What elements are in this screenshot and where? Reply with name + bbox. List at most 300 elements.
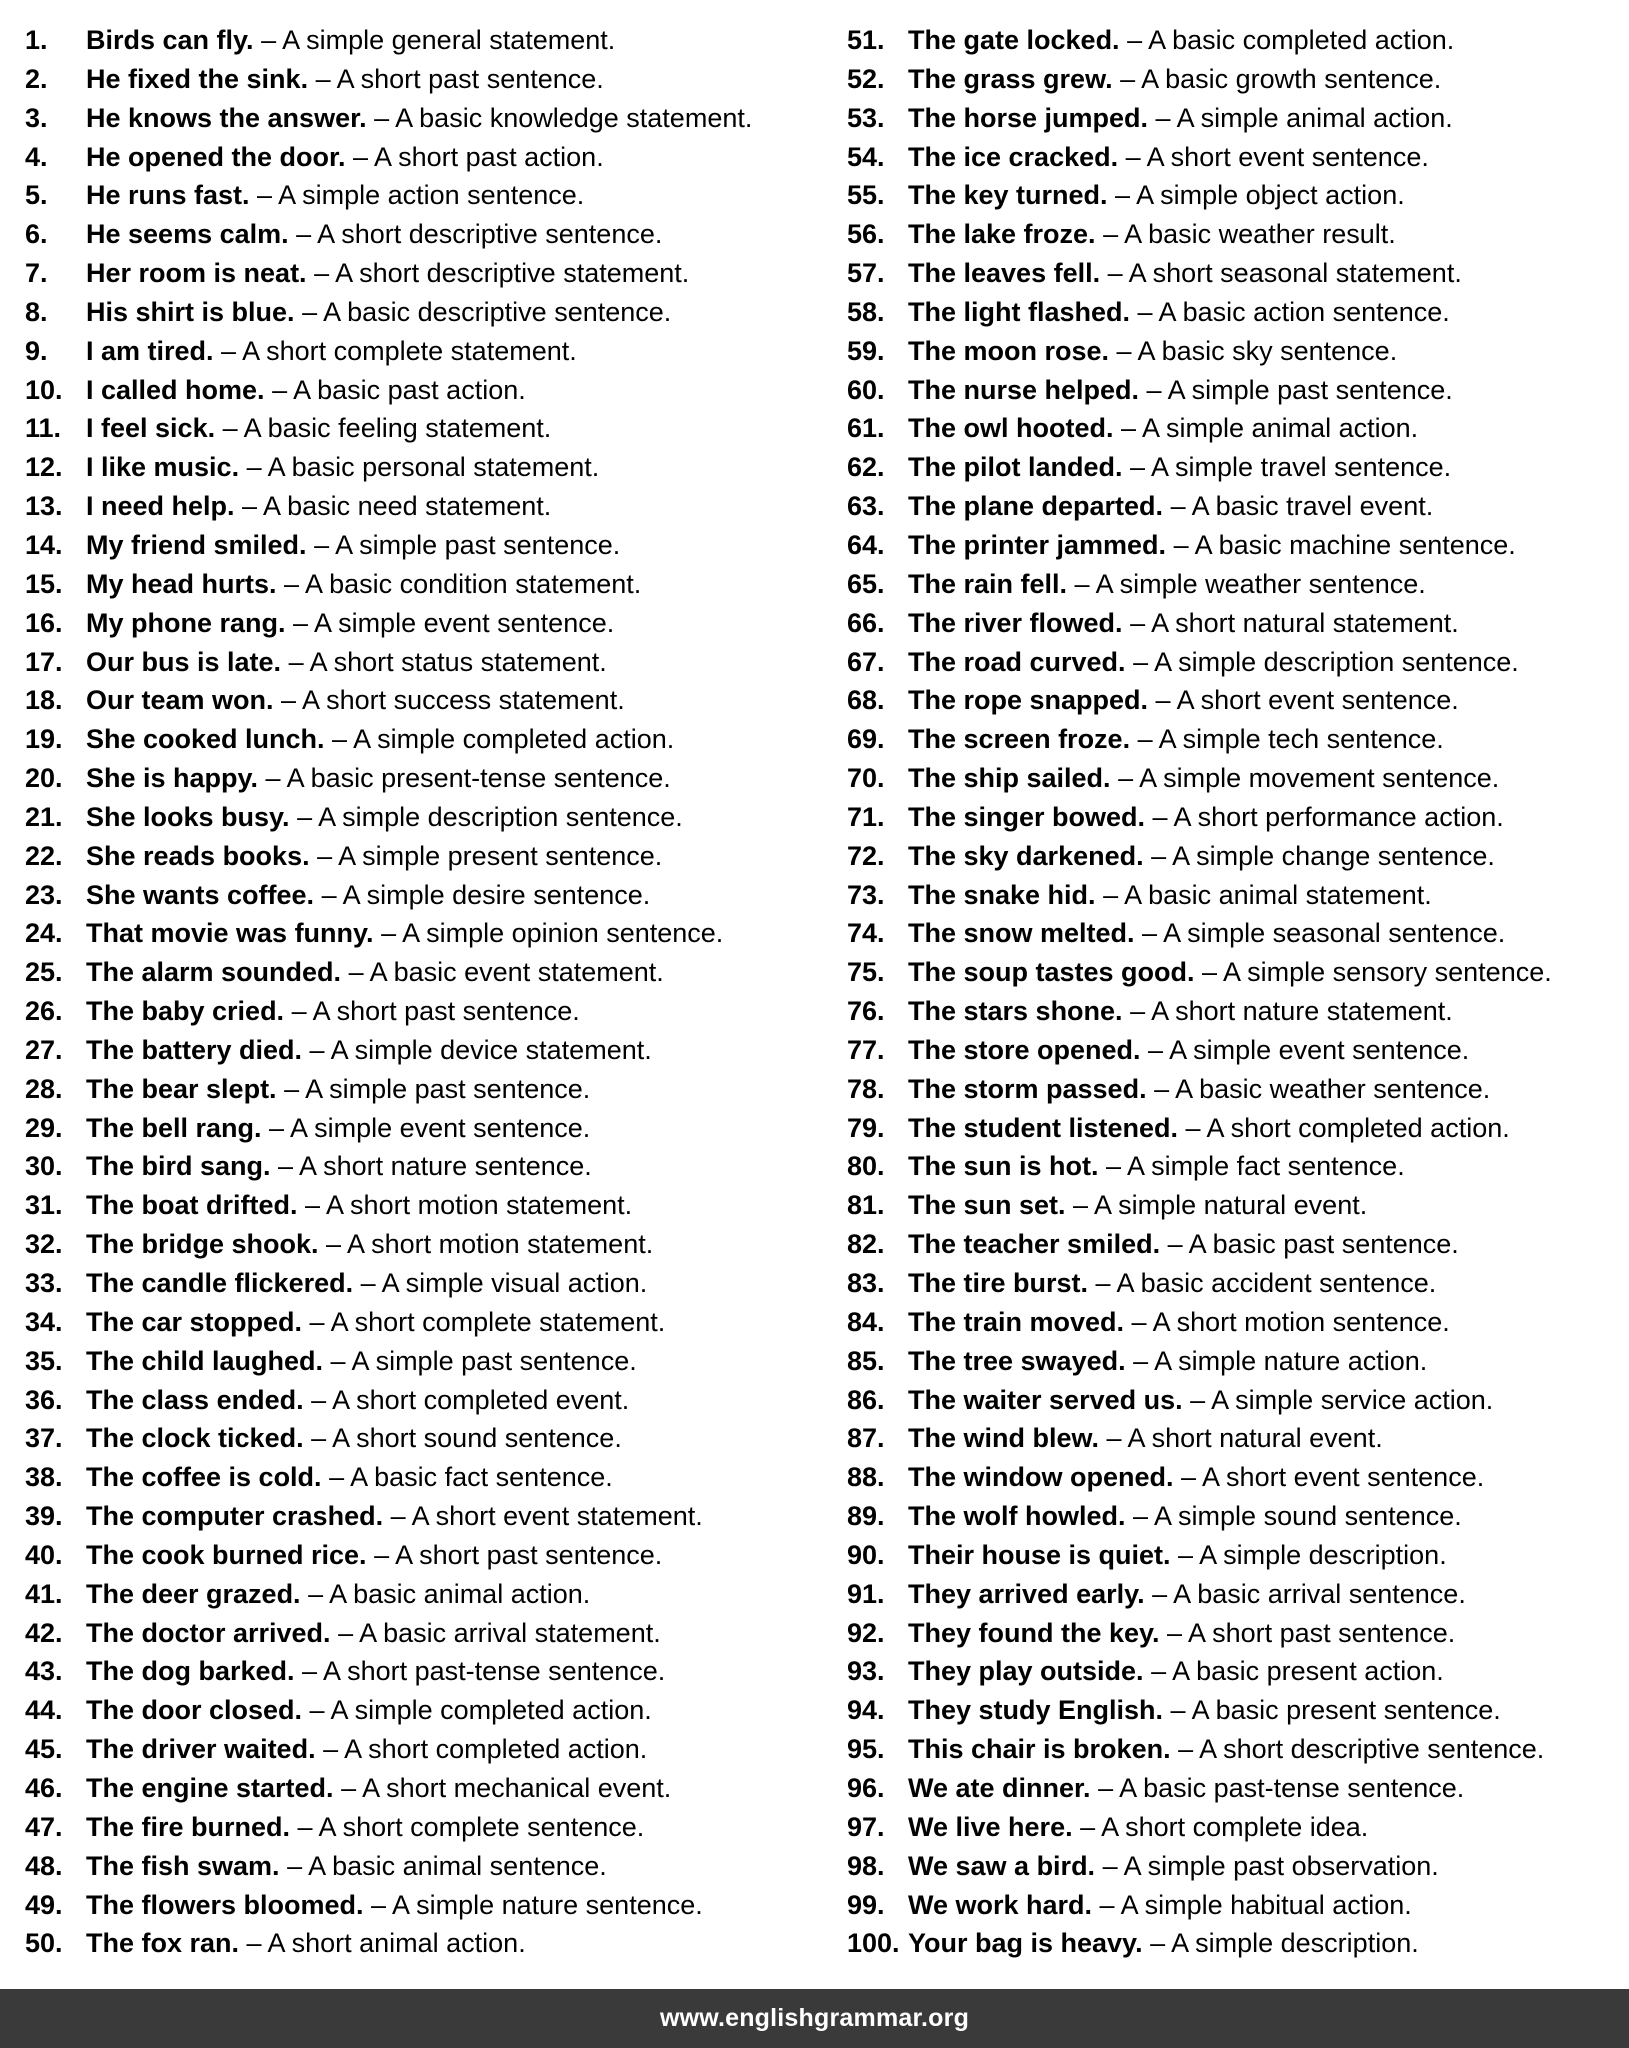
item-number: 35. xyxy=(25,1345,63,1376)
list-item xyxy=(847,1614,1629,1653)
item-number: 28. xyxy=(25,1073,63,1104)
item-number: 13. xyxy=(25,491,63,522)
sentence-description: – A simple nature sentence. xyxy=(363,1889,703,1920)
example-sentence: The child laughed. xyxy=(86,1345,324,1376)
example-sentence: The wolf howled. xyxy=(908,1501,1126,1532)
sentence-description: – A basic machine sentence. xyxy=(1166,529,1516,560)
sentence-description: – A short event sentence. xyxy=(1173,1462,1485,1493)
item-number: 98. xyxy=(847,1850,885,1881)
list-item xyxy=(847,1419,1629,1458)
list-item xyxy=(847,1225,1629,1264)
sentence-description: – A simple event sentence. xyxy=(1140,1034,1470,1065)
sentence-description: – A simple change sentence. xyxy=(1143,840,1495,871)
item-number: 45. xyxy=(25,1734,63,1765)
item-number: 61. xyxy=(847,413,885,444)
item-number: 44. xyxy=(25,1695,63,1726)
example-sentence: My head hurts. xyxy=(86,568,277,599)
example-sentence: I like music. xyxy=(86,452,240,483)
list-item xyxy=(25,215,825,254)
list-item xyxy=(25,448,825,487)
sentence-description: – A short completed event. xyxy=(303,1384,630,1415)
list-item xyxy=(847,798,1629,837)
example-sentence: This chair is broken. xyxy=(908,1734,1171,1765)
example-sentence: She is happy. xyxy=(86,763,259,794)
list-item xyxy=(847,1264,1629,1303)
list-item xyxy=(25,371,825,410)
list-item xyxy=(25,293,825,332)
item-number: 38. xyxy=(25,1462,63,1493)
sentence-description: – A short descriptive sentence. xyxy=(1170,1734,1545,1765)
item-number: 63. xyxy=(847,491,885,522)
list-item xyxy=(25,1536,825,1575)
example-sentence: The store opened. xyxy=(908,1034,1141,1065)
sentence-description: – A basic weather sentence. xyxy=(1146,1073,1491,1104)
example-sentence: The moon rose. xyxy=(908,335,1110,366)
example-sentence: The bird sang. xyxy=(86,1151,271,1182)
item-number: 32. xyxy=(25,1229,63,1260)
list-item xyxy=(25,1575,825,1614)
example-sentence: The window opened. xyxy=(908,1462,1174,1493)
item-number: 79. xyxy=(847,1112,885,1143)
list-item xyxy=(847,876,1629,915)
list-item xyxy=(25,1924,825,1963)
example-sentence: The road curved. xyxy=(908,646,1126,677)
example-sentence: We saw a bird. xyxy=(908,1850,1096,1881)
sentence-description: – A simple nature action. xyxy=(1125,1345,1428,1376)
sentence-description: – A simple device statement. xyxy=(302,1034,652,1065)
item-number: 91. xyxy=(847,1578,885,1609)
sentence-description: – A basic sky sentence. xyxy=(1109,335,1398,366)
sentence-description: – A simple habitual action. xyxy=(1092,1889,1412,1920)
list-item xyxy=(25,914,825,953)
sentence-description: – A simple travel sentence. xyxy=(1122,452,1452,483)
example-sentence: The train moved. xyxy=(908,1306,1125,1337)
sentence-description: – A basic past action. xyxy=(264,374,526,405)
sentence-description: – A simple weather sentence. xyxy=(1067,568,1426,599)
sentence-description: – A simple description sentence. xyxy=(1125,646,1519,677)
list-item xyxy=(25,1769,825,1808)
sentence-description: – A short complete statement. xyxy=(213,335,577,366)
sentence-description: – A basic present-tense sentence. xyxy=(258,763,671,794)
list-item xyxy=(25,526,825,565)
list-item xyxy=(847,1303,1629,1342)
item-number: 83. xyxy=(847,1268,885,1298)
sentence-description: – A short mechanical event. xyxy=(333,1772,672,1803)
list-item xyxy=(847,21,1629,60)
sentence-description: – A simple animal action. xyxy=(1113,413,1419,444)
list-item xyxy=(847,1924,1629,1963)
example-sentence: He opened the door. xyxy=(86,141,346,172)
list-item xyxy=(847,1847,1629,1886)
list-item xyxy=(847,1381,1629,1420)
list-item xyxy=(847,487,1629,526)
example-sentence: The doctor arrived. xyxy=(86,1617,331,1648)
item-number: 72. xyxy=(847,840,885,871)
item-number: 76. xyxy=(847,996,885,1027)
example-sentence: The tire burst. xyxy=(908,1268,1089,1298)
list-item xyxy=(25,604,825,643)
sentence-description: – A simple event sentence. xyxy=(261,1112,591,1143)
item-number: 27. xyxy=(25,1034,63,1065)
sentence-description: – A short past-tense sentence. xyxy=(294,1656,666,1687)
footer-url: www.englishgrammar.org xyxy=(659,2004,970,2032)
item-number: 50. xyxy=(25,1928,63,1959)
item-number: 40. xyxy=(25,1539,63,1570)
list-item xyxy=(25,992,825,1031)
list-item xyxy=(25,254,825,293)
item-number: 26. xyxy=(25,996,63,1027)
sentence-description: – A basic growth sentence. xyxy=(1112,63,1442,94)
example-sentence: The snow melted. xyxy=(908,918,1135,949)
example-sentence: The door closed. xyxy=(86,1695,303,1726)
sentence-description: – A simple event sentence. xyxy=(285,607,615,638)
item-number: 71. xyxy=(847,801,885,832)
item-number: 95. xyxy=(847,1734,885,1765)
sentence-description: – A basic travel event. xyxy=(1163,491,1434,522)
item-number: 96. xyxy=(847,1772,885,1803)
list-item xyxy=(25,1303,825,1342)
list-item xyxy=(25,1381,825,1420)
example-sentence: We ate dinner. xyxy=(908,1772,1091,1803)
item-number: 10. xyxy=(25,374,63,405)
item-number: 18. xyxy=(25,685,63,716)
list-item xyxy=(847,448,1629,487)
list-item xyxy=(847,604,1629,643)
item-number: 37. xyxy=(25,1423,63,1454)
example-sentence: The clock ticked. xyxy=(86,1423,304,1454)
item-number: 100. xyxy=(847,1928,900,1959)
list-item xyxy=(25,1808,825,1847)
sentence-description: – A short animal action. xyxy=(239,1928,526,1959)
example-sentence: Our team won. xyxy=(86,685,274,716)
example-sentence: She wants coffee. xyxy=(86,879,315,910)
item-number: 77. xyxy=(847,1034,885,1065)
example-sentence: The computer crashed. xyxy=(86,1501,384,1532)
sentence-description: – A simple natural event. xyxy=(1065,1190,1368,1221)
item-number: 6. xyxy=(25,219,48,250)
item-number: 62. xyxy=(847,452,885,483)
example-sentence: I feel sick. xyxy=(86,413,216,444)
list-item xyxy=(25,138,825,177)
item-number: 51. xyxy=(847,25,885,55)
item-number: 59. xyxy=(847,335,885,366)
item-number: 25. xyxy=(25,957,63,988)
example-sentence: The sky darkened. xyxy=(908,840,1144,871)
item-number: 88. xyxy=(847,1462,885,1493)
list-item xyxy=(847,1186,1629,1225)
list-item xyxy=(25,565,825,604)
item-number: 87. xyxy=(847,1423,885,1454)
sentence-description: – A basic arrival sentence. xyxy=(1144,1578,1466,1609)
list-item xyxy=(847,1342,1629,1381)
list-item xyxy=(847,1652,1629,1691)
example-sentence: The light flashed. xyxy=(908,296,1131,327)
list-item xyxy=(25,759,825,798)
example-sentence: They arrived early. xyxy=(908,1578,1145,1609)
item-number: 14. xyxy=(25,529,63,560)
item-number: 65. xyxy=(847,568,885,599)
example-sentence: The bell rang. xyxy=(86,1112,262,1143)
example-sentence: I need help. xyxy=(86,491,235,522)
example-sentence: Your bag is heavy. xyxy=(908,1928,1143,1959)
sentence-description: – A simple general statement. xyxy=(253,25,616,55)
item-number: 73. xyxy=(847,879,885,910)
list-item xyxy=(847,526,1629,565)
example-sentence: The bridge shook. xyxy=(86,1229,319,1260)
list-item xyxy=(25,1070,825,1109)
example-sentence: The tree swayed. xyxy=(908,1345,1126,1376)
item-number: 41. xyxy=(25,1578,63,1609)
item-number: 67. xyxy=(847,646,885,677)
example-sentence: The wind blew. xyxy=(908,1423,1100,1454)
list-item xyxy=(25,1730,825,1769)
sentence-description: – A simple past sentence. xyxy=(323,1345,637,1376)
sentence-description: – A short past action. xyxy=(345,141,604,172)
item-number: 84. xyxy=(847,1306,885,1337)
sentence-description: – A simple description. xyxy=(1142,1928,1419,1959)
sentence-description: – A simple opinion sentence. xyxy=(373,918,724,949)
list-item xyxy=(25,21,825,60)
item-number: 85. xyxy=(847,1345,885,1376)
sentence-description: – A short performance action. xyxy=(1145,801,1504,832)
sentence-description: – A short success statement. xyxy=(273,685,625,716)
example-sentence: The stars shone. xyxy=(908,996,1123,1027)
sentence-description: – A short event sentence. xyxy=(1118,141,1429,172)
list-item xyxy=(847,953,1629,992)
item-number: 60. xyxy=(847,374,885,405)
item-number: 2. xyxy=(25,63,48,94)
example-sentence: I called home. xyxy=(86,374,265,405)
sentence-description: – A simple seasonal sentence. xyxy=(1134,918,1506,949)
sentence-description: – A short past sentence. xyxy=(308,63,604,94)
sentence-description: – A short motion statement. xyxy=(318,1229,654,1260)
list-item xyxy=(847,1575,1629,1614)
example-sentence: The pilot landed. xyxy=(908,452,1123,483)
list-item xyxy=(25,1264,825,1303)
sentence-description: – A simple description sentence. xyxy=(289,801,683,832)
sentence-description: – A simple movement sentence. xyxy=(1110,763,1500,794)
example-sentence: The gate locked. xyxy=(908,25,1120,55)
example-sentence: The driver waited. xyxy=(86,1734,316,1765)
example-sentence: The waiter served us. xyxy=(908,1384,1183,1415)
sentence-description: – A simple animal action. xyxy=(1148,102,1453,133)
item-number: 86. xyxy=(847,1384,885,1415)
item-number: 43. xyxy=(25,1656,63,1687)
item-number: 48. xyxy=(25,1850,63,1881)
sentence-description: – A short natural event. xyxy=(1099,1423,1383,1454)
example-sentence: My phone rang. xyxy=(86,607,286,638)
sentence-description: – A short natural statement. xyxy=(1122,607,1459,638)
item-number: 47. xyxy=(25,1811,63,1842)
sentence-description: – A short past sentence. xyxy=(366,1539,663,1570)
list-item xyxy=(847,293,1629,332)
item-number: 34. xyxy=(25,1306,63,1337)
sentence-description: – A short descriptive sentence. xyxy=(288,219,663,250)
example-sentence: The plane departed. xyxy=(908,491,1164,522)
item-number: 80. xyxy=(847,1151,885,1182)
list-item xyxy=(847,1808,1629,1847)
list-item xyxy=(25,1497,825,1536)
item-number: 1. xyxy=(25,25,48,55)
list-item xyxy=(847,1070,1629,1109)
example-sentence: The printer jammed. xyxy=(908,529,1167,560)
sentence-description: – A simple sound sentence. xyxy=(1125,1501,1462,1532)
list-item xyxy=(25,1186,825,1225)
sentence-description: – A simple present sentence. xyxy=(309,840,663,871)
item-number: 29. xyxy=(25,1112,63,1143)
item-number: 33. xyxy=(25,1268,63,1298)
item-number: 11. xyxy=(25,413,62,444)
example-sentence: The student listened. xyxy=(908,1112,1179,1143)
sentence-description: – A simple tech sentence. xyxy=(1130,724,1444,755)
sentence-description: – A short past sentence. xyxy=(1159,1617,1456,1648)
example-sentence: The deer grazed. xyxy=(86,1578,301,1609)
example-sentence: The cook burned rice. xyxy=(86,1539,367,1570)
sentence-description: – A short motion statement. xyxy=(297,1190,633,1221)
sentence-description: – A simple service action. xyxy=(1182,1384,1494,1415)
sentence-description: – A short motion sentence. xyxy=(1124,1306,1450,1337)
item-number: 90. xyxy=(847,1539,885,1570)
example-sentence: The teacher smiled. xyxy=(908,1229,1161,1260)
list-item xyxy=(847,1458,1629,1497)
item-number: 89. xyxy=(847,1501,885,1532)
example-sentence: The snake hid. xyxy=(908,879,1096,910)
sentence-description: – A basic feeling statement. xyxy=(215,413,552,444)
example-sentence: The ice cracked. xyxy=(908,141,1119,172)
example-sentence: The baby cried. xyxy=(86,996,285,1027)
item-number: 64. xyxy=(847,529,885,560)
list-item xyxy=(25,1109,825,1148)
item-number: 5. xyxy=(25,180,48,211)
item-number: 15. xyxy=(25,568,63,599)
example-sentence: My friend smiled. xyxy=(86,529,307,560)
list-item xyxy=(25,1691,825,1730)
list-item xyxy=(847,1497,1629,1536)
list-item xyxy=(847,565,1629,604)
sentence-description: – A simple past observation. xyxy=(1095,1850,1439,1881)
list-item xyxy=(25,99,825,138)
example-sentence: I am tired. xyxy=(86,335,214,366)
example-sentence: The boat drifted. xyxy=(86,1190,298,1221)
example-sentence: The battery died. xyxy=(86,1034,303,1065)
example-sentence: Her room is neat. xyxy=(86,258,307,289)
list-item xyxy=(847,1536,1629,1575)
list-item xyxy=(847,1886,1629,1925)
example-sentence: The nurse helped. xyxy=(908,374,1140,405)
sentence-description: – A basic knowledge statement. xyxy=(366,102,753,133)
sentence-description: – A simple action sentence. xyxy=(249,180,585,211)
example-sentence: The class ended. xyxy=(86,1384,304,1415)
sentence-description: – A simple completed action. xyxy=(324,724,675,755)
example-sentence: The ship sailed. xyxy=(908,763,1111,794)
item-number: 3. xyxy=(25,102,48,133)
sentence-description: – A short sound sentence. xyxy=(303,1423,622,1454)
list-item xyxy=(847,681,1629,720)
list-item xyxy=(25,1886,825,1925)
list-item xyxy=(25,876,825,915)
item-number: 52. xyxy=(847,63,885,94)
example-sentence: The engine started. xyxy=(86,1772,334,1803)
item-number: 7. xyxy=(25,258,48,289)
item-number: 81. xyxy=(847,1190,885,1221)
list-item xyxy=(847,643,1629,682)
item-number: 57. xyxy=(847,258,885,289)
list-item xyxy=(25,487,825,526)
sentence-description: – A simple completed action. xyxy=(302,1695,652,1726)
sentence-description: – A simple description. xyxy=(1170,1539,1447,1570)
example-sentence: That movie was funny. xyxy=(86,918,374,949)
item-number: 21. xyxy=(25,801,63,832)
item-number: 23. xyxy=(25,879,63,910)
sentence-description: – A basic animal action. xyxy=(300,1578,591,1609)
example-sentence: The bear slept. xyxy=(86,1073,277,1104)
example-sentence: The fire burned. xyxy=(86,1811,291,1842)
sentence-list-right-column xyxy=(847,21,1629,1963)
sentence-description: – A short status statement. xyxy=(281,646,607,677)
item-number: 68. xyxy=(847,685,885,716)
sentence-description: – A basic present action. xyxy=(1143,1656,1444,1687)
list-item xyxy=(847,254,1629,293)
example-sentence: They play outside. xyxy=(908,1656,1144,1687)
item-number: 17. xyxy=(25,646,63,677)
example-sentence: The key turned. xyxy=(908,180,1108,211)
item-number: 92. xyxy=(847,1617,885,1648)
sentence-description: – A simple past sentence. xyxy=(306,529,621,560)
sentence-description: – A basic animal sentence. xyxy=(279,1850,607,1881)
example-sentence: The car stopped. xyxy=(86,1306,303,1337)
example-sentence: We live here. xyxy=(908,1811,1073,1842)
sentence-description: – A short completed action. xyxy=(315,1734,648,1765)
list-item xyxy=(25,1147,825,1186)
list-item xyxy=(847,332,1629,371)
example-sentence: The fox ran. xyxy=(86,1928,240,1959)
item-number: 20. xyxy=(25,763,63,794)
list-item xyxy=(847,1769,1629,1808)
item-number: 82. xyxy=(847,1229,885,1260)
example-sentence: The sun set. xyxy=(908,1190,1066,1221)
sentence-description: – A short descriptive statement. xyxy=(306,258,690,289)
example-sentence: The flowers bloomed. xyxy=(86,1889,364,1920)
sentence-description: – A basic descriptive sentence. xyxy=(294,296,672,327)
item-number: 56. xyxy=(847,219,885,250)
list-item xyxy=(25,798,825,837)
item-number: 4. xyxy=(25,141,48,172)
item-number: 49. xyxy=(25,1889,63,1920)
example-sentence: We work hard. xyxy=(908,1889,1093,1920)
example-sentence: The lake froze. xyxy=(908,219,1096,250)
example-sentence: She reads books. xyxy=(86,840,310,871)
sentence-description: – A basic past-tense sentence. xyxy=(1090,1772,1465,1803)
sentence-description: – A simple visual action. xyxy=(353,1268,648,1298)
item-number: 66. xyxy=(847,607,885,638)
list-item xyxy=(25,1847,825,1886)
example-sentence: The coffee is cold. xyxy=(86,1462,322,1493)
example-sentence: The rain fell. xyxy=(908,568,1068,599)
list-item xyxy=(25,837,825,876)
item-number: 99. xyxy=(847,1889,885,1920)
item-number: 97. xyxy=(847,1811,885,1842)
sentence-description: – A simple fact sentence. xyxy=(1098,1151,1405,1182)
example-sentence: He knows the answer. xyxy=(86,102,367,133)
sentence-description: – A basic personal statement. xyxy=(239,452,600,483)
sentence-list-left-column xyxy=(25,21,825,1963)
item-number: 12. xyxy=(25,452,63,483)
item-number: 24. xyxy=(25,918,63,949)
item-number: 36. xyxy=(25,1384,63,1415)
sentence-description: – A short nature statement. xyxy=(1122,996,1453,1027)
example-sentence: Our bus is late. xyxy=(86,646,282,677)
list-item xyxy=(847,720,1629,759)
